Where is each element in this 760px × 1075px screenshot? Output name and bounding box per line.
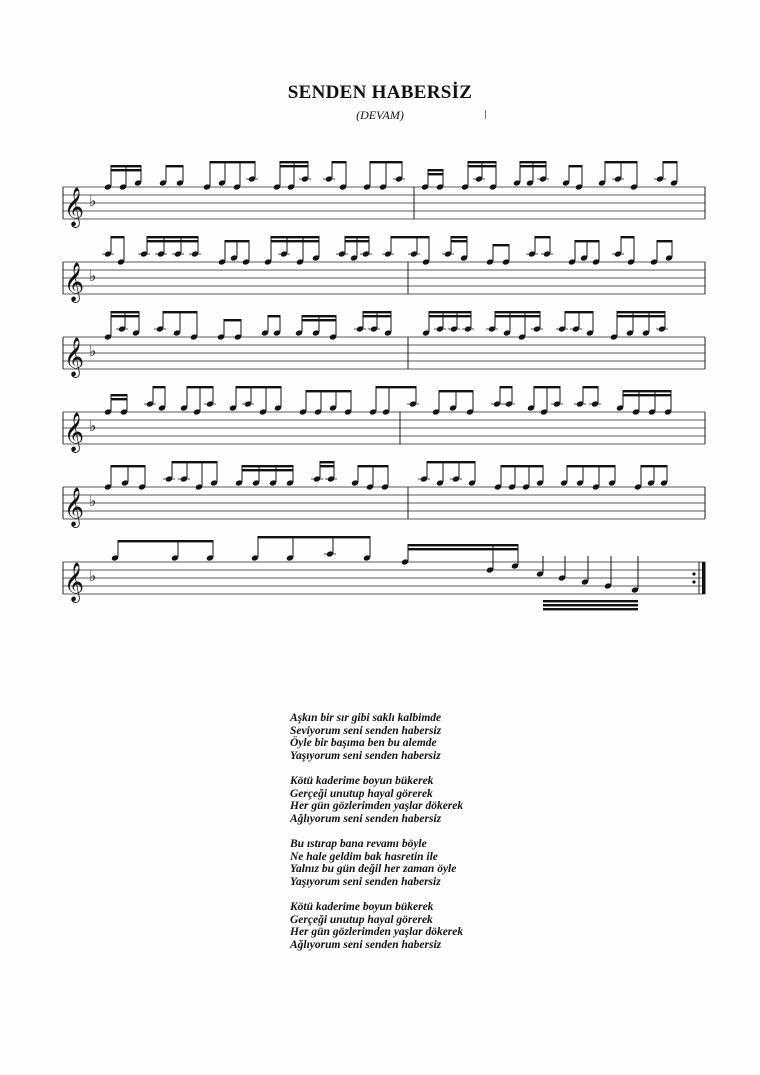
note-beam	[302, 319, 336, 321]
repeat-dot	[692, 580, 695, 583]
lyrics-stanza-4	[290, 901, 463, 951]
note-beam	[520, 161, 546, 163]
lyric-line: Ağlıyorum seni senden habersiz	[290, 812, 442, 825]
lyric-line: Öyle bir başıma ben bu alemde	[290, 737, 437, 750]
repeat-barline	[702, 562, 706, 594]
lyric-line: Ne hale geldim bak hasretin ile	[290, 850, 438, 863]
note-beam	[543, 608, 638, 610]
treble-clef-icon: 𝄞	[64, 562, 85, 602]
note-beam	[111, 315, 139, 317]
note-beam	[111, 394, 127, 396]
note-beam	[225, 240, 249, 242]
page-title: SENDEN HABERSİZ	[287, 82, 473, 103]
treble-clef-icon: 𝄞	[64, 337, 85, 377]
note-beam	[358, 465, 388, 467]
lyric-line: Her gün gözlerimden yaşlar dökerek	[290, 926, 464, 939]
flat-icon: ♭	[89, 417, 97, 435]
note-beam	[187, 386, 213, 388]
lyric-line: Seviyorum seni senden habersiz	[290, 724, 442, 737]
note-beam	[408, 544, 518, 546]
note-beam	[534, 386, 560, 388]
note-beam	[271, 240, 319, 242]
note-beam	[111, 236, 124, 238]
flat-icon: ♭	[89, 342, 97, 360]
note-beam	[153, 386, 165, 388]
note-beam	[376, 386, 416, 388]
lyric-line: Yalnız bu gün değil her zaman öyle	[290, 863, 457, 876]
note-beam	[617, 315, 665, 317]
lyrics-stanza-1	[290, 712, 463, 762]
note-beam	[345, 236, 369, 238]
flat-icon: ♭	[89, 192, 97, 210]
note-beam	[258, 536, 370, 538]
note-beam	[242, 465, 293, 467]
note-beam	[210, 161, 255, 163]
note-beam	[428, 169, 443, 171]
note-beam	[451, 236, 467, 238]
note-beam	[242, 469, 293, 471]
note-beam	[617, 311, 665, 313]
note-beam	[391, 236, 429, 238]
note-beam	[657, 240, 672, 242]
note-beam	[567, 465, 615, 467]
note-beam	[468, 165, 496, 167]
note-beam	[118, 540, 213, 542]
lyrics-block	[290, 712, 463, 964]
note-beam	[543, 600, 638, 602]
note-beam	[583, 386, 598, 388]
note-beam	[172, 461, 217, 463]
note-beam	[623, 390, 671, 392]
lyric-line: Kötü kaderime boyun bükerek	[290, 900, 434, 913]
note-beam	[320, 465, 334, 467]
lyric-line: Yaşıyorum seni senden habersiz	[290, 749, 441, 762]
lyric-line: Gerçeği unutup hayal görerek	[290, 787, 433, 800]
note-beam	[111, 465, 145, 467]
note-beam	[468, 161, 496, 163]
lyric-line: Ağlıyorum seni senden habersiz	[290, 938, 442, 951]
note-beam	[363, 311, 391, 313]
note-beam	[147, 236, 198, 238]
flat-icon: ♭	[89, 492, 97, 510]
treble-clef-icon: 𝄞	[64, 187, 85, 227]
note-beam	[280, 165, 308, 167]
lyric-line: Kötü kaderime boyun bükerek	[290, 774, 434, 787]
note-beam	[111, 311, 139, 313]
note-beam	[623, 394, 671, 396]
note-beam	[163, 311, 197, 313]
note-beam	[451, 240, 467, 242]
note-beam	[271, 236, 319, 238]
repeat-dot	[692, 572, 695, 575]
note-beam	[663, 161, 677, 163]
note-beam	[495, 315, 540, 317]
note-beam	[621, 236, 634, 238]
note-beam	[605, 161, 637, 163]
note-beam	[280, 161, 308, 163]
lyrics-stanza-3	[290, 838, 463, 888]
note-beam	[111, 398, 127, 400]
note-beam	[370, 161, 402, 163]
note-beam	[535, 236, 550, 238]
note-beam	[408, 548, 518, 550]
lyric-line: Bu ıstırap bana revamı böyle	[290, 837, 427, 850]
lyric-line: Her gün gözlerimden yaşlar dökerek	[290, 800, 464, 813]
note-beam	[565, 311, 593, 313]
note-beam	[429, 315, 471, 317]
flat-icon: ♭	[89, 267, 97, 285]
lyrics-stanza-2	[290, 775, 463, 825]
note-beam	[543, 604, 638, 606]
treble-clef-icon: 𝄞	[64, 412, 85, 452]
note-beam	[320, 461, 334, 463]
note-beam	[641, 465, 667, 467]
note-beam	[569, 165, 582, 167]
note-beam	[268, 315, 280, 317]
note-beam	[439, 390, 473, 392]
lyric-line: Aşkın bir sır gibi saklı kalbimde	[290, 712, 442, 724]
note-beam	[224, 319, 241, 321]
lyric-line: Yaşıyorum seni senden habersiz	[290, 875, 441, 888]
note-beam	[495, 311, 540, 313]
note-beam	[428, 173, 443, 175]
note-beam	[302, 315, 336, 317]
note-beam	[147, 240, 198, 242]
note-beam	[236, 386, 281, 388]
note-beam	[166, 165, 183, 167]
note-beam	[345, 240, 369, 242]
note-beam	[501, 465, 543, 467]
lyric-line: Gerçeği unutup hayal görerek	[290, 913, 433, 926]
flat-icon: ♭	[89, 567, 97, 585]
note-beam	[427, 461, 475, 463]
note-beam	[111, 169, 141, 171]
note-beam	[520, 165, 546, 167]
note-beam	[332, 161, 346, 163]
note-beam	[306, 390, 351, 392]
treble-clef-icon: 𝄞	[64, 487, 85, 527]
note-beam	[111, 165, 141, 167]
page-subtitle: (DEVAM)	[356, 108, 404, 122]
note-beam	[493, 244, 509, 246]
note-beam	[500, 386, 512, 388]
note-beam	[429, 311, 471, 313]
note-beam	[363, 315, 391, 317]
note-beam	[575, 240, 599, 242]
treble-clef-icon: 𝄞	[64, 262, 85, 302]
